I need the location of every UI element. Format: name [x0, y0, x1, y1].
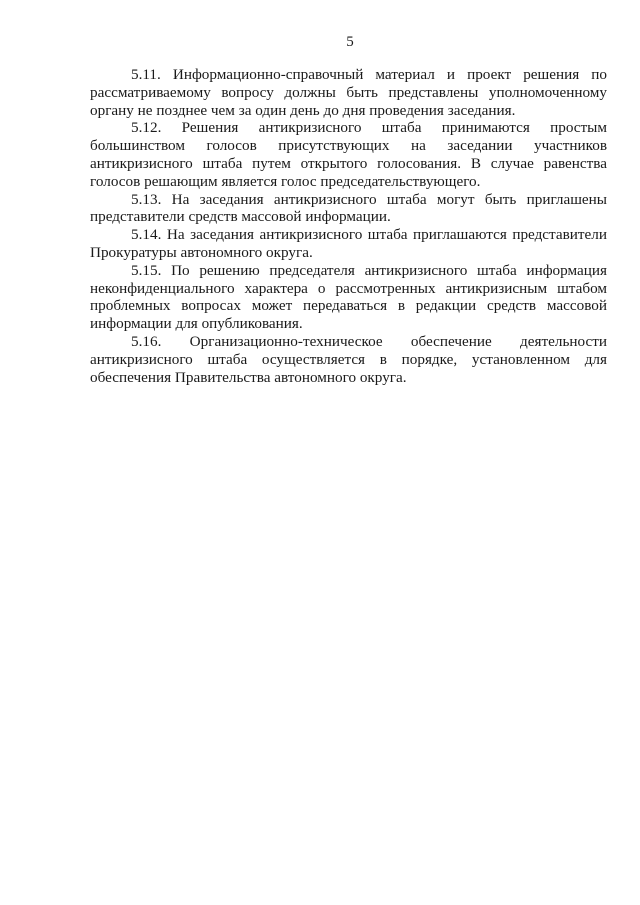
paragraph-5-11: 5.11. Информационно-справочный материал и проект решения по рассматриваемому вопросу должны быть представлены уполномоченному органу не позднее чем за один день до дня проведения заседания.	[90, 66, 607, 119]
paragraph-5-15: 5.15. По решению председателя антикризисного штаба информация неконфиденциального характера о рассмотренных антикризисным штабом проблемных вопросах может передаваться в редакции средств массовой информации для опубликования.	[90, 261, 607, 333]
paragraph-5-13: 5.13. На заседания антикризисного штаба могут быть приглашены представители средств массовой информации.	[90, 190, 607, 226]
page-number: 5	[346, 34, 354, 50]
paragraph-5-14: 5.14. На заседания антикризисного штаба приглашаются представители Прокуратуры автономного округа.	[90, 226, 607, 261]
paragraph-5-16: 5.16. Организационно-техническое обеспечение деятельности антикризисного штаба осуществляется в порядке, установленном для обеспечения Правительства автономного округа.	[90, 332, 607, 386]
paragraph-5-12: 5.12. Решения антикризисного штаба принимаются простым большинством голосов присутствующих на заседании участников антикризисного штаба путем открытого голосования. В случае равенства голосов решающим является голос председательствующего.	[90, 119, 607, 190]
document-body	[90, 66, 607, 386]
